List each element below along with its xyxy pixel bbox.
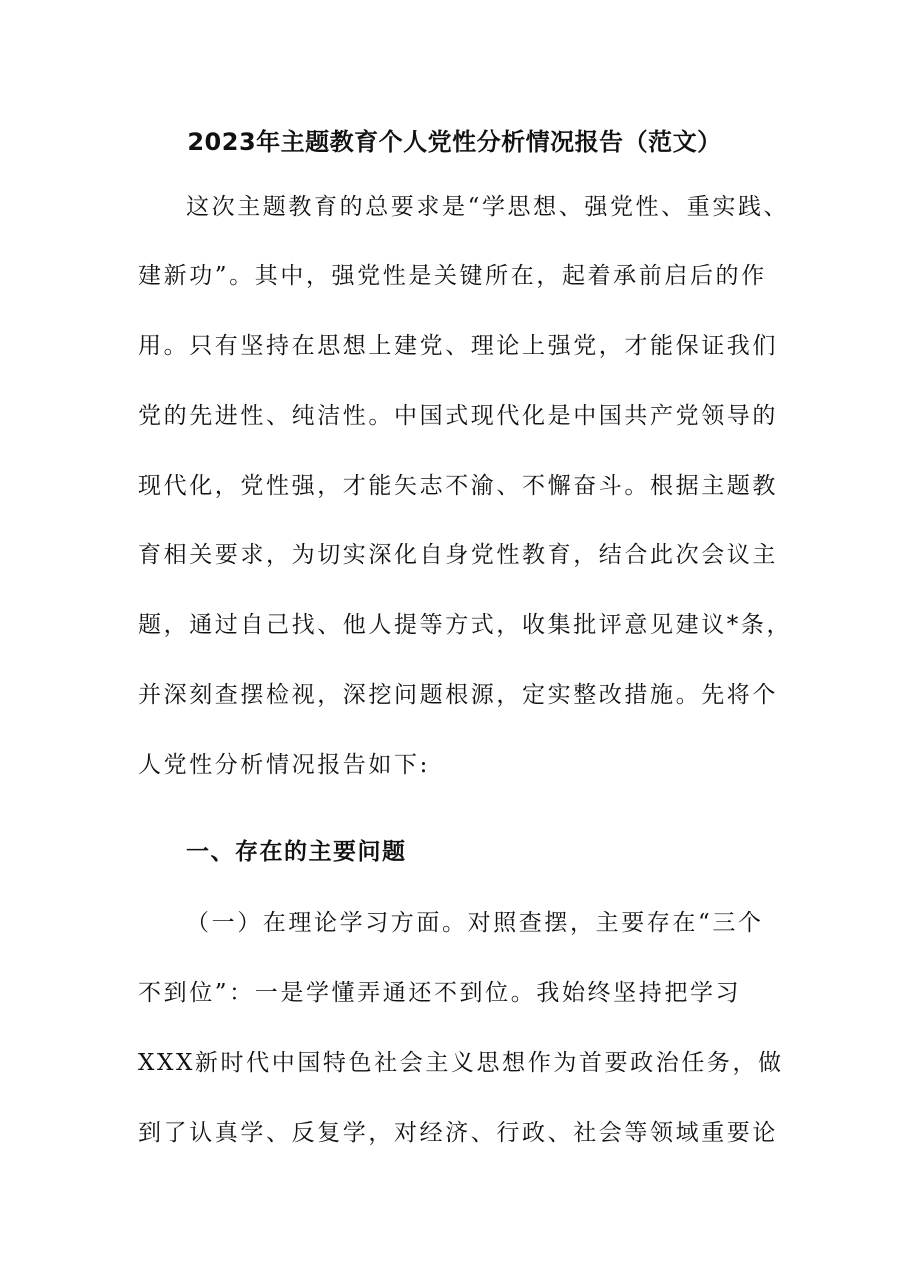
paragraph-line: 用。只有坚持在思想上建党、理论上强党，才能保证我们 [138,333,778,359]
paragraph-line: 到了认真学、反复学，对经济、行政、社会等领域重要论 [138,1120,778,1146]
paragraph-line: 并深刻查摆检视，深挖问题根源，定实整改措施。先将个 [138,682,778,708]
document-title: 2023年主题教育个人党性分析情况报告（范文） [187,128,722,156]
paragraph-line: 人党性分析情况报告如下: [138,752,430,778]
paragraph-line: （一）在理论学习方面。对照查摆，主要存在“三个 [186,910,764,936]
paragraph-line: 这次主题教育的总要求是“学思想、强党性、重实践、 [186,194,790,220]
paragraph-line: 党的先进性、纯洁性。中国式现代化是中国共产党领导的 [138,403,778,429]
paragraph-line: 育相关要求，为切实深化自身党性教育，结合此次会议主 [138,542,778,568]
paragraph-line: XXX新时代中国特色社会主义思想作为首要政治任务，做 [138,1050,784,1076]
paragraph-line: 建新功”。其中，强党性是关键所在，起着承前启后的作 [138,263,767,289]
paragraph-line: 现代化，党性强，才能矢志不渝、不懈奋斗。根据主题教 [138,473,778,499]
paragraph-line: 题，通过自己找、他人提等方式，收集批评意见建议*条， [138,612,793,638]
paragraph-line: 不到位”：一是学懂弄通还不到位。我始终坚持把学习 [138,980,742,1006]
section-heading: 一、存在的主要问题 [186,839,407,865]
